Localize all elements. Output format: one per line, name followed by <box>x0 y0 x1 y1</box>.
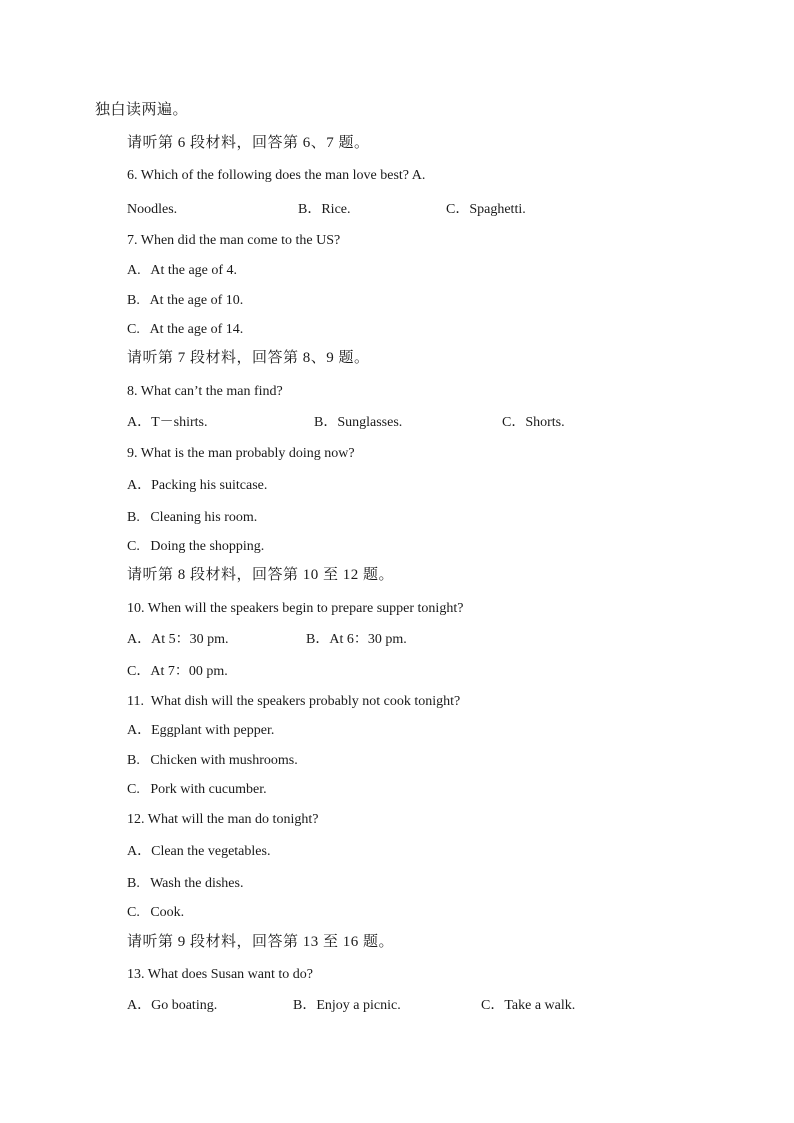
question-10-option-a: A．At 5：30 pm. <box>127 632 229 647</box>
question-13-option-c: C．Take a walk. <box>481 998 576 1013</box>
question-6-option-a: Noodles. <box>127 202 178 217</box>
question-8-stem: 8. What can’t the man find? <box>127 384 283 399</box>
question-12-stem: 12. What will the man do tonight? <box>127 812 319 827</box>
question-13-option-b: B．Enjoy a picnic. <box>293 998 401 1013</box>
question-7-option-b: B. At the age of 10. <box>127 293 244 308</box>
question-7-option-c: C. At the age of 14. <box>127 322 244 337</box>
question-10-option-c: C．At 7：00 pm. <box>127 664 228 679</box>
question-9-option-b: B. Cleaning his room. <box>127 510 258 525</box>
question-7-stem: 7. When did the man come to the US? <box>127 233 341 248</box>
section-heading-8: 请听第 8 段材料，回答第 10 至 12 题。 <box>127 567 395 583</box>
section-heading-6: 请听第 6 段材料，回答第 6、7 题。 <box>127 135 370 151</box>
question-11-option-a: A．Eggplant with pepper. <box>127 723 275 738</box>
question-11-stem: 11. What dish will the speakers probably not cook tonight? <box>127 694 461 709</box>
question-9-stem: 9. What is the man probably doing now? <box>127 446 355 461</box>
question-6-stem: 6. Which of the following does the man love best? A. <box>127 168 426 183</box>
question-10-stem: 10. When will the speakers begin to prepare supper tonight? <box>127 601 464 616</box>
question-11-option-b: B. Chicken with mushrooms. <box>127 753 298 768</box>
question-6-option-b: B．Rice. <box>298 202 351 217</box>
question-9-option-a: A．Packing his suitcase. <box>127 478 268 493</box>
question-8-option-a: A．T－shirts. <box>127 415 208 430</box>
question-8-option-c: C．Shorts. <box>502 415 565 430</box>
intro-line: 独白读两遍。 <box>95 102 189 118</box>
question-7-option-a: A. At the age of 4. <box>127 263 238 278</box>
question-10-option-b: B．At 6：30 pm. <box>306 632 407 647</box>
question-12-option-b: B. Wash the dishes. <box>127 876 244 891</box>
question-12-option-c: C. Cook. <box>127 905 185 920</box>
section-heading-7: 请听第 7 段材料，回答第 8、9 题。 <box>127 350 370 366</box>
question-12-option-a: A．Clean the vegetables. <box>127 844 271 859</box>
question-11-option-c: C. Pork with cucumber. <box>127 782 267 797</box>
section-heading-9: 请听第 9 段材料，回答第 13 至 16 题。 <box>127 934 395 950</box>
question-13-option-a: A．Go boating. <box>127 998 218 1013</box>
question-8-option-b: B．Sunglasses. <box>314 415 403 430</box>
question-9-option-c: C. Doing the shopping. <box>127 539 265 554</box>
question-13-stem: 13. What does Susan want to do? <box>127 967 313 982</box>
question-6-option-c: C．Spaghetti. <box>446 202 526 217</box>
